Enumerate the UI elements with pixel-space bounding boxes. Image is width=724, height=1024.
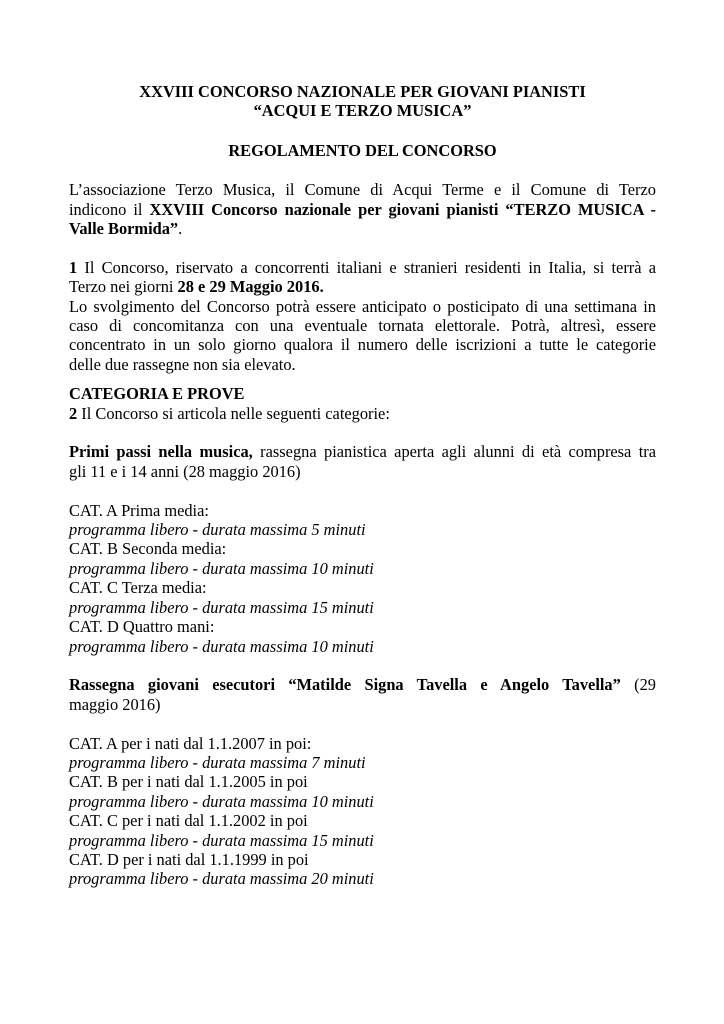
category-label: CAT. C Terza media: (69, 578, 207, 598)
intro-paragraph (69, 180, 656, 238)
intro-line-3-end: . (178, 219, 183, 239)
rassegna-title: Rassegna giovani esecutori “Matilde Signa Tavella e Angelo Tavella” (69, 675, 621, 695)
art1-line-1 (69, 258, 656, 277)
category-program: programma libero - durata massima 10 minuti (69, 791, 374, 811)
category-label: CAT. A per i nati dal 1.1.2007 in poi: (69, 733, 312, 753)
art1-line-2 (69, 277, 656, 296)
rassegna-section (69, 675, 656, 714)
rassegna-categories (69, 734, 656, 889)
primi-passi-line-2: gli 11 e i 14 anni (28 maggio 2016) (69, 461, 301, 481)
category-label: CAT. B Seconda media: (69, 539, 227, 559)
primi-passi-desc: rassegna pianistica aperta agli alunni di età compresa tra (252, 442, 657, 462)
contest-dates: 28 e 29 Maggio 2016. (177, 277, 324, 297)
category-program: programma libero - durata massima 10 minuti (69, 558, 374, 578)
intro-line-3 (69, 219, 656, 238)
categories-section (69, 384, 656, 423)
art2-text: Il Concorso si articola nelle seguenti categorie: (77, 403, 390, 423)
art1-line-1-text: Il Concorso, riservato a concorrenti italiani e stranieri residenti in Italia, si terrà a (77, 257, 656, 277)
category-label: CAT. A Prima media: (69, 500, 209, 520)
category-label: CAT. D Quattro mani: (69, 617, 215, 637)
contest-name: XXVIII Concorso nazionale per giovani pianisti “TERZO MUSICA - (149, 199, 656, 219)
art1-line-3: Lo svolgimento del Concorso potrà essere anticipato o posticipato di una settimana in (69, 296, 656, 316)
intro-line-2-text: indicono il (69, 199, 150, 219)
art1-line-4: caso di concomitanza con una eventuale tornata elettorale. Potrà, altresì, essere (69, 316, 656, 336)
categories-heading: CATEGORIA E PROVE (69, 384, 245, 404)
title-line-1: XXVIII CONCORSO NAZIONALE PER GIOVANI PIANISTI (139, 82, 586, 101)
art1-line-5: concentrato in un solo giorno qualora il numero delle iscrizioni a tutte le categorie (69, 335, 656, 355)
category-label: CAT. C per i nati dal 1.1.2002 in poi (69, 811, 308, 831)
document-page (69, 82, 656, 889)
art1-line-2-text: Terzo nei giorni (69, 277, 178, 297)
category-program: programma libero - durata massima 7 minuti (69, 752, 366, 772)
category-label: CAT. D per i nati dal 1.1.1999 in poi (69, 849, 309, 869)
art1-number: 1 (69, 257, 78, 277)
category-program: programma libero - durata massima 15 minuti (69, 830, 374, 850)
primi-passi-title: Primi passi nella musica, (69, 442, 253, 462)
intro-line-2 (69, 200, 656, 219)
intro-line-1: L’associazione Terzo Musica, il Comune di Acqui Terme e il Comune di Terzo (69, 180, 656, 200)
document-title (69, 82, 656, 121)
rassegna-date-start: (29 (620, 675, 656, 695)
article-2 (69, 404, 656, 423)
art2-number: 2 (69, 403, 78, 423)
title-line-2: “ACQUI E TERZO MUSICA” (253, 101, 472, 121)
primi-passi-categories (69, 501, 656, 656)
rassegna-line-1 (69, 675, 656, 694)
regulation-heading: REGOLAMENTO DEL CONCORSO (228, 140, 497, 160)
contest-name-cont: Valle Bormida” (69, 219, 179, 239)
art1-line-6: delle due rassegne non sia elevato. (69, 354, 296, 374)
category-label: CAT. B per i nati dal 1.1.2005 in poi (69, 772, 308, 792)
rassegna-line-2: maggio 2016) (69, 694, 161, 714)
primi-passi-line-1 (69, 442, 656, 461)
category-program: programma libero - durata massima 20 minuti (69, 869, 374, 889)
category-program: programma libero - durata massima 15 minuti (69, 597, 374, 617)
category-program: programma libero - durata massima 5 minuti (69, 520, 366, 540)
primi-passi-section (69, 442, 656, 481)
article-1 (69, 258, 656, 374)
category-program: programma libero - durata massima 10 minuti (69, 636, 374, 656)
